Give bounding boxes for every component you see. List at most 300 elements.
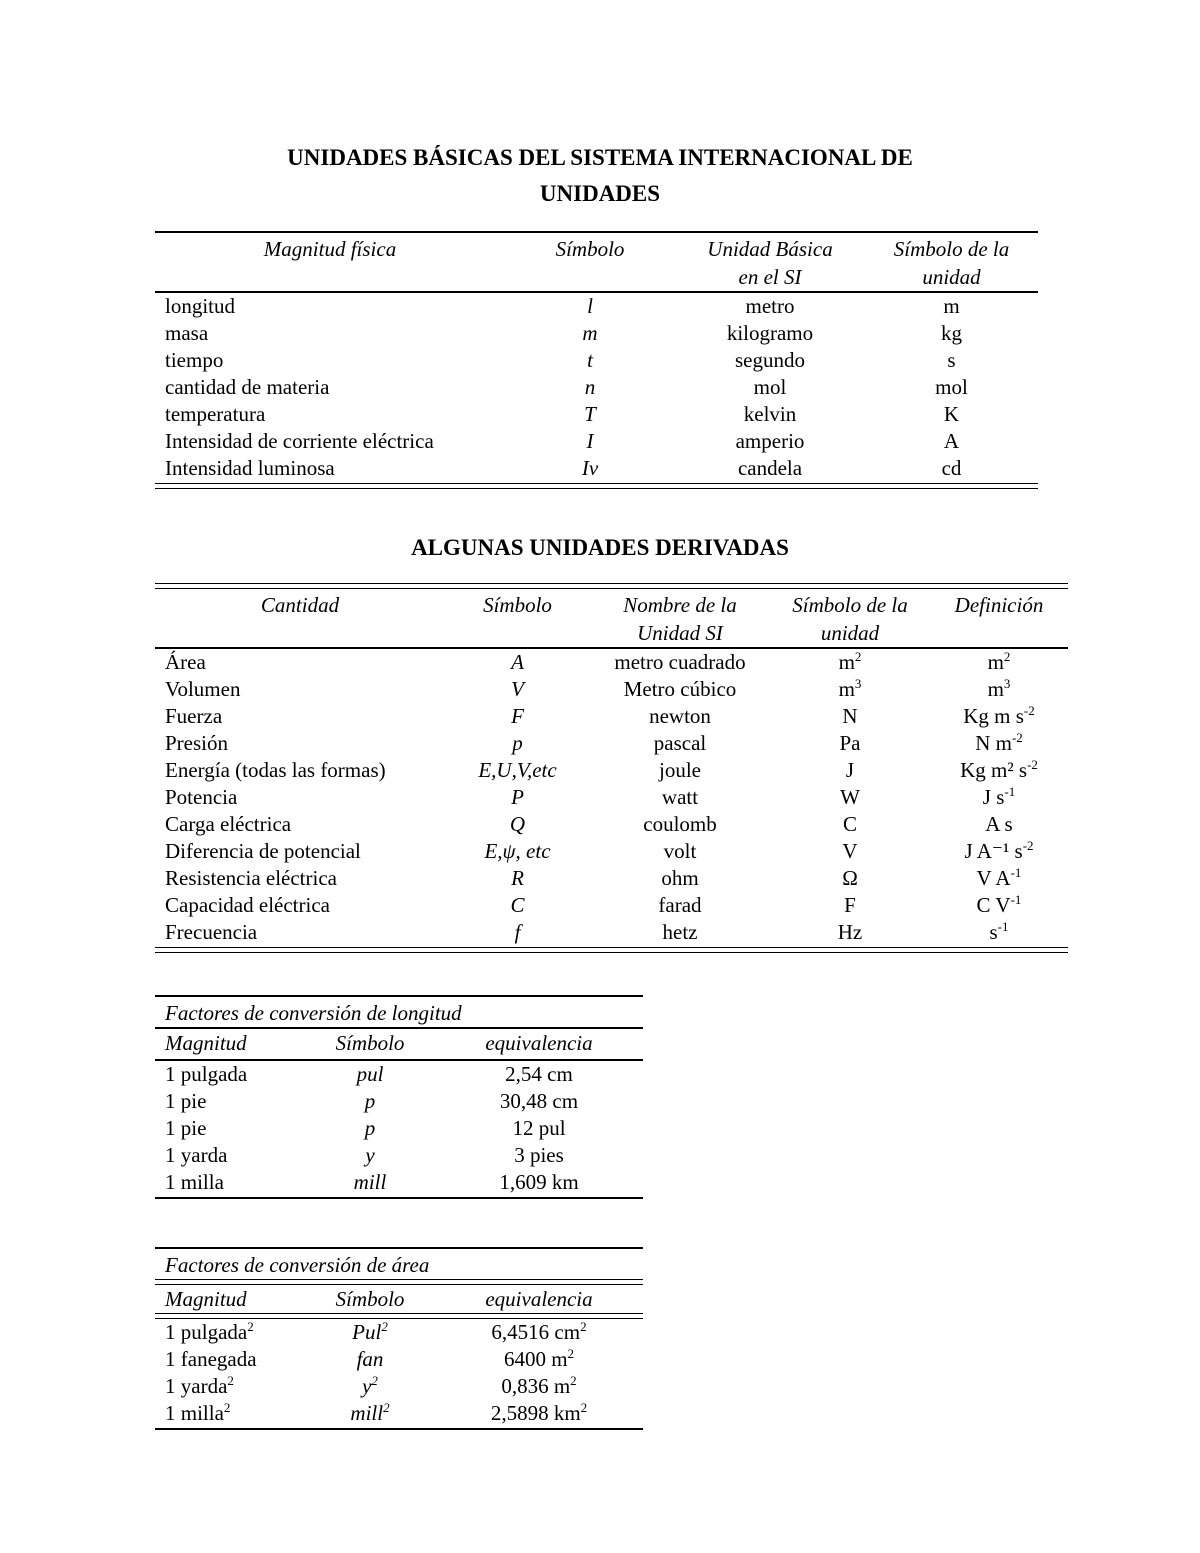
table-cell bbox=[305, 1169, 435, 1196]
cell-text: 3 pies bbox=[514, 1143, 564, 1167]
table-cell bbox=[155, 703, 445, 730]
table-cell bbox=[590, 838, 770, 865]
cell-text: tiempo bbox=[165, 348, 224, 372]
table-row bbox=[155, 1346, 643, 1373]
table-cell bbox=[590, 757, 770, 784]
table-cell bbox=[155, 374, 505, 401]
cell-text: cd bbox=[941, 456, 962, 480]
cell-text: n bbox=[584, 375, 596, 399]
cell-text: Energía (todas las formas) bbox=[165, 758, 386, 782]
table-cell bbox=[155, 919, 445, 946]
col-header-cantidad-l2 bbox=[155, 619, 445, 647]
cell-text: joule bbox=[659, 758, 701, 782]
table-top-rule bbox=[155, 231, 1038, 233]
cell-text: t bbox=[587, 348, 593, 372]
cell-text: N bbox=[842, 704, 858, 728]
cell-text: W bbox=[840, 785, 860, 809]
table-cell bbox=[155, 1346, 305, 1373]
cell-text: A s bbox=[985, 812, 1013, 836]
table-cell bbox=[590, 811, 770, 838]
table-cell bbox=[155, 838, 445, 865]
col-header-simbolo-unidad: Símbolo de la bbox=[792, 593, 908, 617]
cell-text: hetz bbox=[662, 920, 698, 944]
cell-text: 12 pul bbox=[512, 1116, 566, 1140]
table-cell bbox=[155, 649, 445, 676]
table-cell bbox=[590, 919, 770, 946]
table-cell bbox=[930, 838, 1068, 865]
col-header-simbolo-l2 bbox=[445, 619, 590, 647]
table-cell bbox=[590, 865, 770, 892]
table-cell bbox=[590, 892, 770, 919]
cell-text: newton bbox=[649, 704, 711, 728]
cell-text: mill bbox=[353, 1170, 387, 1194]
cell-superscript: 2 bbox=[223, 1400, 231, 1415]
table-cell bbox=[505, 455, 675, 482]
cell-text: J bbox=[845, 758, 855, 782]
cell-superscript: 2 bbox=[383, 1400, 390, 1415]
table-cell bbox=[930, 865, 1068, 892]
table-top-rule bbox=[155, 583, 1068, 589]
table-cell bbox=[930, 892, 1068, 919]
table-row bbox=[155, 730, 1068, 757]
cell-text: R bbox=[511, 866, 524, 890]
table-row bbox=[155, 1400, 643, 1427]
table-cell bbox=[435, 1400, 643, 1427]
table-cell bbox=[445, 892, 590, 919]
cell-text: Iν bbox=[581, 456, 599, 480]
table-row bbox=[155, 347, 1038, 374]
table-cell bbox=[435, 1169, 643, 1196]
table-cell bbox=[505, 293, 675, 320]
cell-text: J A⁻¹ s bbox=[964, 839, 1023, 863]
cell-text: m bbox=[838, 677, 855, 701]
table-cell bbox=[770, 649, 930, 676]
table-cell bbox=[435, 1142, 643, 1169]
cell-text: f bbox=[514, 920, 521, 944]
table-row bbox=[155, 676, 1068, 703]
cell-text: longitud bbox=[165, 294, 236, 318]
table-row bbox=[155, 1061, 643, 1088]
cell-text: y bbox=[362, 1374, 372, 1398]
col-header-simbolo: Símbolo bbox=[483, 593, 552, 617]
table-cell bbox=[435, 1373, 643, 1400]
cell-text: Diferencia de potencial bbox=[165, 839, 361, 863]
table-cell bbox=[435, 1061, 643, 1088]
cell-text: Intensidad de corriente eléctrica bbox=[165, 429, 434, 453]
cell-superscript: -2 bbox=[1022, 838, 1034, 853]
table-cell bbox=[155, 1115, 305, 1142]
table-cell bbox=[675, 347, 865, 374]
cell-text: kelvin bbox=[743, 402, 797, 426]
table-cell bbox=[590, 649, 770, 676]
cell-text: mol bbox=[753, 375, 787, 399]
table-cell bbox=[155, 811, 445, 838]
table-cell bbox=[865, 347, 1038, 374]
table-cell bbox=[155, 428, 505, 455]
table-cell bbox=[505, 374, 675, 401]
table-cell bbox=[155, 757, 445, 784]
col-header-unidad-l2: en el SI bbox=[738, 265, 802, 289]
table-cell bbox=[155, 1373, 305, 1400]
table-row bbox=[155, 455, 1038, 482]
table-cell bbox=[155, 347, 505, 374]
cell-superscript: 2 bbox=[570, 1373, 577, 1388]
cell-text: 1 milla bbox=[165, 1170, 224, 1194]
derived-title: ALGUNAS UNIDADES DERIVADAS bbox=[411, 535, 789, 560]
cell-text: J s bbox=[982, 785, 1005, 809]
col-header-equivalencia: equivalencia bbox=[485, 1031, 593, 1055]
table-row bbox=[155, 401, 1038, 428]
table-cell bbox=[675, 320, 865, 347]
col-header-magnitud: Magnitud física bbox=[263, 237, 397, 261]
cell-text: volt bbox=[663, 839, 697, 863]
length-body bbox=[155, 1061, 643, 1196]
table-cell bbox=[505, 320, 675, 347]
page-title-line2: UNIDADES bbox=[539, 181, 661, 206]
cell-text: 1 pie bbox=[165, 1089, 207, 1113]
cell-text: 1 yarda bbox=[165, 1143, 228, 1167]
table-cell bbox=[770, 865, 930, 892]
cell-text: metro cuadrado bbox=[614, 650, 746, 674]
table-row bbox=[155, 919, 1068, 946]
table-cell bbox=[590, 703, 770, 730]
table-cell bbox=[865, 455, 1038, 482]
cell-text: V bbox=[842, 839, 858, 863]
col-header-simbolo: Símbolo bbox=[335, 1031, 405, 1055]
table-cell bbox=[435, 1115, 643, 1142]
table-cell bbox=[155, 401, 505, 428]
cell-superscript: -2 bbox=[1027, 757, 1038, 772]
table-cell bbox=[590, 784, 770, 811]
table-row bbox=[155, 428, 1038, 455]
col-header-simbolo: Símbolo bbox=[555, 237, 625, 261]
cell-text: p bbox=[364, 1116, 376, 1140]
cell-text: 2,5898 km bbox=[490, 1401, 581, 1425]
basic-units-table bbox=[155, 231, 1038, 489]
table-row bbox=[155, 1142, 643, 1169]
table-cell bbox=[305, 1115, 435, 1142]
cell-text: Kg m s bbox=[963, 704, 1024, 728]
area-caption: Factores de conversión de área bbox=[165, 1253, 430, 1277]
cell-text: pul bbox=[356, 1062, 384, 1086]
cell-superscript: 2 bbox=[854, 649, 862, 664]
table-cell bbox=[770, 757, 930, 784]
table-cell bbox=[445, 649, 590, 676]
cell-superscript: -1 bbox=[1010, 865, 1022, 880]
cell-text: segundo bbox=[735, 348, 805, 372]
cell-text: pascal bbox=[653, 731, 707, 755]
cell-text: 6,4516 cm bbox=[491, 1320, 581, 1344]
cell-superscript: -2 bbox=[1023, 703, 1035, 718]
cell-text: Volumen bbox=[165, 677, 241, 701]
page-title bbox=[150, 140, 1050, 212]
table-cell bbox=[155, 1088, 305, 1115]
table-cell bbox=[930, 757, 1068, 784]
cell-text: A bbox=[511, 650, 524, 674]
cell-text: 0,836 m bbox=[501, 1374, 571, 1398]
cell-text: l bbox=[587, 294, 593, 318]
cell-text: C bbox=[842, 812, 857, 836]
cell-text: Capacidad eléctrica bbox=[165, 893, 330, 917]
cell-text: s bbox=[989, 920, 998, 944]
table-row bbox=[155, 293, 1038, 320]
cell-text: Intensidad luminosa bbox=[165, 456, 335, 480]
cell-text: metro bbox=[745, 294, 795, 318]
cell-superscript: 2 bbox=[1003, 649, 1011, 664]
derived-units-body bbox=[155, 649, 1068, 946]
cell-text: Pa bbox=[839, 731, 861, 755]
table-cell bbox=[770, 730, 930, 757]
cell-text: C bbox=[510, 893, 525, 917]
cell-text: amperio bbox=[735, 429, 805, 453]
table-cell bbox=[865, 428, 1038, 455]
cell-text: F bbox=[511, 704, 524, 728]
table-cell bbox=[770, 919, 930, 946]
table-row bbox=[155, 838, 1068, 865]
cell-text: farad bbox=[658, 893, 702, 917]
cell-text: Pul bbox=[352, 1320, 382, 1344]
table-cell bbox=[305, 1346, 435, 1373]
cell-text: T bbox=[584, 402, 596, 426]
cell-text: Frecuencia bbox=[165, 920, 258, 944]
table-cell bbox=[305, 1373, 435, 1400]
table-cell bbox=[865, 374, 1038, 401]
table-row bbox=[155, 784, 1068, 811]
cell-superscript: 2 bbox=[227, 1373, 234, 1388]
table-cell bbox=[155, 865, 445, 892]
cell-text: cantidad de materia bbox=[165, 375, 330, 399]
cell-text: masa bbox=[165, 321, 209, 345]
col-header-definicion: Definición bbox=[954, 593, 1044, 617]
cell-superscript: 2 bbox=[247, 1319, 254, 1334]
table-cell bbox=[445, 757, 590, 784]
derived-units-header bbox=[155, 591, 1068, 647]
table-cell bbox=[155, 1400, 305, 1427]
cell-text: 1,609 km bbox=[499, 1170, 579, 1194]
cell-superscript: -1 bbox=[1010, 892, 1022, 907]
table-row bbox=[155, 374, 1038, 401]
cell-text: coulomb bbox=[643, 812, 717, 836]
cell-text: K bbox=[943, 402, 960, 426]
cell-text: kilogramo bbox=[726, 321, 814, 345]
cell-text: s bbox=[947, 348, 956, 372]
cell-text: 2,54 cm bbox=[505, 1062, 573, 1086]
table-cell bbox=[930, 811, 1068, 838]
cell-text: E,ψ, etc bbox=[484, 839, 551, 863]
cell-text: Q bbox=[509, 812, 526, 836]
table-row bbox=[155, 1088, 643, 1115]
cell-text: I bbox=[586, 429, 594, 453]
table-cell bbox=[930, 676, 1068, 703]
table-cell bbox=[445, 838, 590, 865]
table-row bbox=[155, 703, 1068, 730]
table-row bbox=[155, 649, 1068, 676]
table-cell bbox=[675, 455, 865, 482]
table-cell bbox=[155, 455, 505, 482]
cell-text: 30,48 cm bbox=[499, 1089, 579, 1113]
table-cell bbox=[155, 320, 505, 347]
table-cell bbox=[305, 1061, 435, 1088]
col-header-simbolo-l2 bbox=[505, 263, 675, 291]
cell-text: Presión bbox=[165, 731, 228, 755]
table-cell bbox=[505, 401, 675, 428]
col-header-simbolo-unidad-l2: unidad bbox=[922, 265, 981, 289]
col-header-magnitud-l2 bbox=[155, 263, 505, 291]
col-header-simbolo-unidad: Símbolo de la bbox=[893, 237, 1010, 261]
table-cell bbox=[505, 347, 675, 374]
table-row bbox=[155, 320, 1038, 347]
cell-superscript: 2 bbox=[371, 1373, 378, 1388]
table-cell bbox=[435, 1346, 643, 1373]
col-header-equivalencia: equivalencia bbox=[485, 1287, 593, 1311]
cell-text: Hz bbox=[837, 920, 863, 944]
page-title-line1: UNIDADES BÁSICAS DEL SISTEMA INTERNACIONAL DE bbox=[287, 145, 913, 170]
area-body bbox=[155, 1319, 643, 1427]
table-cell bbox=[305, 1142, 435, 1169]
area-conversion-table bbox=[155, 1247, 643, 1430]
cell-text: A bbox=[943, 429, 960, 453]
cell-text: Área bbox=[165, 650, 206, 674]
table-cell bbox=[770, 838, 930, 865]
cell-text: 1 yarda bbox=[165, 1374, 228, 1398]
table-cell bbox=[155, 1319, 305, 1346]
table-row bbox=[155, 1373, 643, 1400]
table-cell bbox=[675, 374, 865, 401]
cell-text: mol bbox=[935, 375, 968, 399]
cell-text: P bbox=[511, 785, 524, 809]
cell-text: fan bbox=[356, 1347, 384, 1371]
cell-text: Fuerza bbox=[165, 704, 223, 728]
table-cell bbox=[445, 919, 590, 946]
cell-text: Kg m² s bbox=[960, 758, 1028, 782]
table-cell bbox=[155, 293, 505, 320]
table-cell bbox=[770, 811, 930, 838]
table-cell bbox=[435, 1319, 643, 1346]
table-cell bbox=[930, 649, 1068, 676]
cell-text: C V bbox=[976, 893, 1011, 917]
table-cell bbox=[930, 919, 1068, 946]
table-cell bbox=[930, 703, 1068, 730]
cell-text: m bbox=[838, 650, 855, 674]
table-row bbox=[155, 892, 1068, 919]
cell-text: Metro cúbico bbox=[623, 677, 737, 701]
cell-superscript: 2 bbox=[567, 1346, 575, 1361]
table-cell bbox=[155, 676, 445, 703]
table-cell bbox=[865, 320, 1038, 347]
cell-text: m bbox=[943, 294, 960, 318]
table-cell bbox=[930, 730, 1068, 757]
basic-units-body bbox=[155, 293, 1038, 482]
table-bottom-rule bbox=[155, 483, 1038, 489]
table-cell bbox=[435, 1088, 643, 1115]
table-cell bbox=[865, 293, 1038, 320]
cell-text: ohm bbox=[661, 866, 699, 890]
cell-text: 1 milla bbox=[165, 1401, 224, 1425]
col-header-definicion-l2 bbox=[930, 619, 1068, 647]
cell-text: Carga eléctrica bbox=[165, 812, 292, 836]
col-header-magnitud: Magnitud bbox=[165, 1287, 247, 1311]
derived-units-table bbox=[155, 583, 1068, 953]
table-row bbox=[155, 811, 1068, 838]
cell-text: m bbox=[987, 650, 1004, 674]
cell-text: 6400 m bbox=[503, 1347, 568, 1371]
table-cell bbox=[445, 811, 590, 838]
cell-superscript: 2 bbox=[381, 1319, 388, 1334]
cell-text: V bbox=[511, 677, 524, 701]
table-cell bbox=[445, 865, 590, 892]
cell-text: candela bbox=[737, 456, 803, 480]
cell-superscript: 3 bbox=[854, 676, 862, 691]
cell-text: p bbox=[364, 1089, 376, 1113]
col-header-cantidad: Cantidad bbox=[260, 593, 340, 617]
length-conversion-table bbox=[155, 995, 643, 1199]
table-row bbox=[155, 865, 1068, 892]
table-cell bbox=[770, 784, 930, 811]
cell-text: temperatura bbox=[165, 402, 266, 426]
table-cell bbox=[445, 730, 590, 757]
table-bottom-rule bbox=[155, 1197, 643, 1199]
table-cell bbox=[590, 676, 770, 703]
cell-text: m bbox=[582, 321, 598, 345]
col-header-simbolo: Símbolo bbox=[335, 1287, 405, 1311]
cell-text: F bbox=[844, 893, 856, 917]
col-header-unidad: Unidad Básica bbox=[707, 237, 833, 261]
basic-units-header bbox=[155, 235, 1038, 291]
table-cell bbox=[930, 784, 1068, 811]
cell-superscript: -2 bbox=[1011, 730, 1023, 745]
area-header bbox=[155, 1285, 643, 1313]
table-cell bbox=[305, 1400, 435, 1427]
cell-text: 1 pie bbox=[165, 1116, 207, 1140]
table-row bbox=[155, 757, 1068, 784]
cell-text: kg bbox=[941, 321, 962, 345]
table-cell bbox=[505, 428, 675, 455]
table-cell bbox=[770, 703, 930, 730]
cell-text: m bbox=[987, 677, 1004, 701]
table-cell bbox=[770, 676, 930, 703]
table-cell bbox=[155, 730, 445, 757]
table-cell bbox=[445, 676, 590, 703]
table-cell bbox=[155, 1169, 305, 1196]
cell-text: p bbox=[512, 731, 523, 755]
col-header-magnitud: Magnitud bbox=[165, 1031, 247, 1055]
cell-text: E,U,V,etc bbox=[478, 758, 557, 782]
cell-text: y bbox=[365, 1143, 375, 1167]
cell-text: mill bbox=[350, 1401, 384, 1425]
table-cell bbox=[305, 1319, 435, 1346]
table-bottom-rule bbox=[155, 947, 1068, 953]
cell-text: 1 pulgada bbox=[165, 1320, 248, 1344]
length-header bbox=[155, 1029, 643, 1059]
length-caption: Factores de conversión de longitud bbox=[165, 1001, 462, 1025]
table-cell bbox=[155, 892, 445, 919]
table-row bbox=[155, 1319, 643, 1346]
cell-text: N m bbox=[975, 731, 1012, 755]
table-cell bbox=[770, 892, 930, 919]
table-cell bbox=[675, 401, 865, 428]
cell-text: Resistencia eléctrica bbox=[165, 866, 337, 890]
cell-superscript: -1 bbox=[997, 919, 1009, 934]
cell-text: 1 fanegada bbox=[165, 1347, 257, 1371]
cell-superscript: -1 bbox=[1004, 784, 1016, 799]
cell-superscript: 2 bbox=[580, 1319, 587, 1334]
cell-text: 1 pulgada bbox=[165, 1062, 248, 1086]
table-cell bbox=[590, 730, 770, 757]
table-cell bbox=[305, 1088, 435, 1115]
cell-superscript: 2 bbox=[580, 1400, 588, 1415]
table-cell bbox=[155, 1142, 305, 1169]
table-cell bbox=[445, 784, 590, 811]
